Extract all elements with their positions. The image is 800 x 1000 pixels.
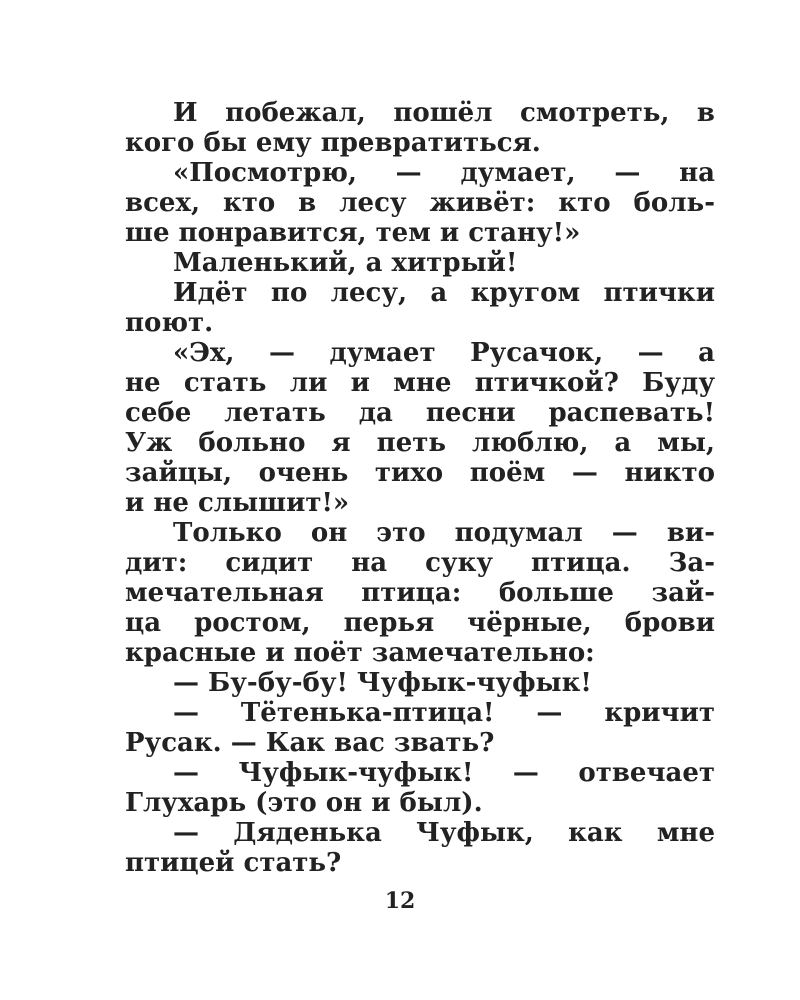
text-line: — Тётенька-птица! — кричит <box>173 698 715 728</box>
text-line: дит: сидит на суку птица. За- <box>125 548 715 578</box>
text-line: поют. <box>125 308 214 338</box>
text-line: красные и поёт замечательно: <box>125 638 595 668</box>
text-line: — Бу-бу-бу! Чуфык-чуфык! <box>173 668 592 698</box>
text-line: Маленький, а хитрый! <box>173 248 518 278</box>
page-number: 12 <box>384 888 416 914</box>
text-line: зайцы, очень тихо поём — никто <box>125 458 715 488</box>
text-line: Уж больно я петь люблю, а мы, <box>125 428 715 458</box>
text-line: не стать ли и мне птичкой? Буду <box>125 368 715 398</box>
body-text <box>125 98 715 878</box>
text-line: ше понравится, тем и стану!» <box>125 218 581 248</box>
text-line: Идёт по лесу, а кругом птички <box>173 278 715 308</box>
text-line: всех, кто в лесу живёт: кто боль- <box>125 188 715 218</box>
text-line: себе летать да песни распевать! <box>125 398 715 428</box>
text-line: мечательная птица: больше зай- <box>125 578 715 608</box>
text-line: Глухарь (это он и был). <box>125 788 483 818</box>
text-line: — Дяденька Чуфык, как мне <box>173 818 715 848</box>
text-line: кого бы ему превратиться. <box>125 128 541 158</box>
text-line: Только он это подумал — ви- <box>173 518 715 548</box>
text-line: «Эх, — думает Русачок, — а <box>173 338 715 368</box>
text-line: птицей стать? <box>125 848 342 878</box>
text-line: — Чуфык-чуфык! — отвечает <box>173 758 715 788</box>
text-line: И побежал, пошёл смотреть, в <box>173 98 715 128</box>
text-line: и не слышит!» <box>125 488 350 518</box>
text-line: «Посмотрю, — думает, — на <box>173 158 715 188</box>
text-line: Русак. — Как вас звать? <box>125 728 495 758</box>
text-line: ца ростом, перья чёрные, брови <box>125 608 715 638</box>
